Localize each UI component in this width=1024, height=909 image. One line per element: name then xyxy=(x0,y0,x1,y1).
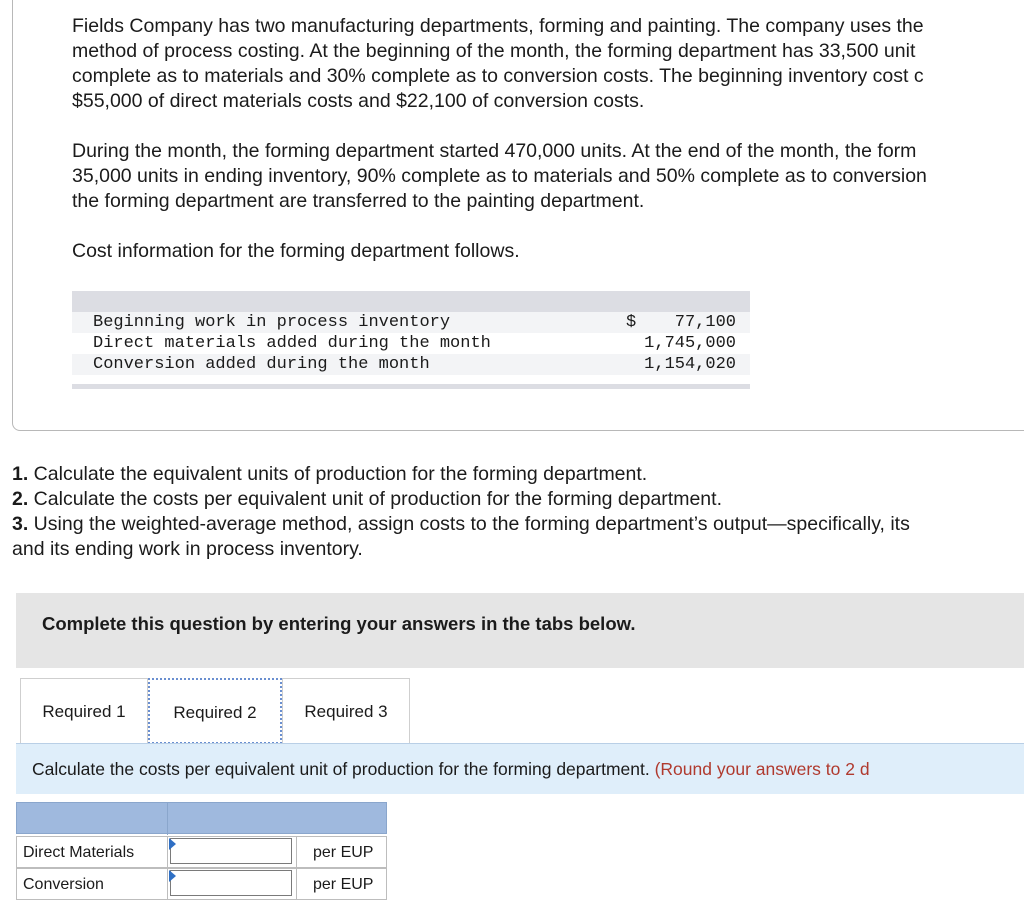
unit-label: per EUP xyxy=(313,844,374,861)
header-divider xyxy=(167,803,168,835)
conversion-cost-input[interactable] xyxy=(170,870,292,896)
input-flag-icon xyxy=(169,838,176,850)
instruction-text xyxy=(32,759,870,780)
cost-amount: 77,100 xyxy=(674,313,736,332)
requirement-number: 2. xyxy=(12,488,29,510)
requirement-3 xyxy=(12,512,1024,537)
input-cell xyxy=(167,869,297,899)
cost-information-table xyxy=(72,291,750,389)
requirements-list xyxy=(12,462,1024,562)
requirement-2 xyxy=(12,487,1024,512)
table-bottom-bar xyxy=(72,384,750,389)
table-top-bar xyxy=(72,291,750,312)
cost-label: Conversion added during the month xyxy=(93,355,430,374)
paragraph-line: Fields Company has two manufacturing departments, forming and painting. The company uses the xyxy=(72,15,924,37)
paragraph-line: method of process costing. At the beginning of the month, the forming department has 33,500 unit xyxy=(72,40,916,62)
requirement-text: Using the weighted-average method, assign costs to the forming department’s output—specifically, its xyxy=(28,513,910,535)
row-label: Conversion xyxy=(23,876,104,893)
input-flag-icon xyxy=(169,870,176,882)
table-row xyxy=(72,312,750,333)
cost-amount: 1,154,020 xyxy=(644,355,736,374)
instruction-main: Calculate the costs per equivalent unit of production for the forming department. xyxy=(32,759,650,779)
paragraph-line: complete as to materials and 30% complete as to conversion costs. The beginning inventory cost c xyxy=(72,65,924,87)
problem-paragraph-1 xyxy=(72,14,1024,114)
row-label: Direct Materials xyxy=(23,844,135,861)
paragraph-line: 35,000 units in ending inventory, 90% complete as to materials and 50% complete as to conversion xyxy=(72,165,927,187)
requirement-3-continued: and its ending work in process inventory. xyxy=(12,538,363,560)
problem-paragraph-3: Cost information for the forming department follows. xyxy=(72,240,520,262)
cost-amount: 1,745,000 xyxy=(644,334,736,353)
unit-label: per EUP xyxy=(313,876,374,893)
direct-materials-cost-input[interactable] xyxy=(170,838,292,864)
table-row xyxy=(72,354,750,375)
requirement-number: 1. xyxy=(12,463,29,485)
tab-instruction-bar xyxy=(16,743,1024,794)
banner-text: Complete this question by entering your answers in the tabs below. xyxy=(42,613,636,634)
tab-required-1[interactable]: Required 1 xyxy=(20,678,148,744)
instructions-banner xyxy=(16,593,1024,668)
requirement-1 xyxy=(12,462,1024,487)
cost-label: Beginning work in process inventory xyxy=(93,313,451,332)
input-cell xyxy=(167,837,297,867)
currency-symbol: $ xyxy=(626,313,637,332)
requirement-text: Calculate the equivalent units of production for the forming department. xyxy=(28,463,648,485)
rounding-note: (Round your answers to 2 d xyxy=(654,759,870,779)
answer-row-conversion xyxy=(16,868,387,900)
tab-required-2[interactable]: Required 2 xyxy=(148,678,282,744)
paragraph-line: During the month, the forming department started 470,000 units. At the end of the month, the form xyxy=(72,140,917,162)
requirement-number: 3. xyxy=(12,513,29,535)
answer-row-direct-materials xyxy=(16,836,387,868)
table-row xyxy=(72,333,750,354)
cost-label: Direct materials added during the month xyxy=(93,334,491,353)
paragraph-line: $55,000 of direct materials costs and $22,100 of conversion costs. xyxy=(72,90,645,112)
problem-paragraph-2 xyxy=(72,139,1024,214)
answer-table-header xyxy=(16,802,387,834)
paragraph-line: the forming department are transferred to the painting department. xyxy=(72,190,645,212)
tab-required-3[interactable]: Required 3 xyxy=(282,678,410,744)
requirement-text: Calculate the costs per equivalent unit of production for the forming department. xyxy=(28,488,722,510)
